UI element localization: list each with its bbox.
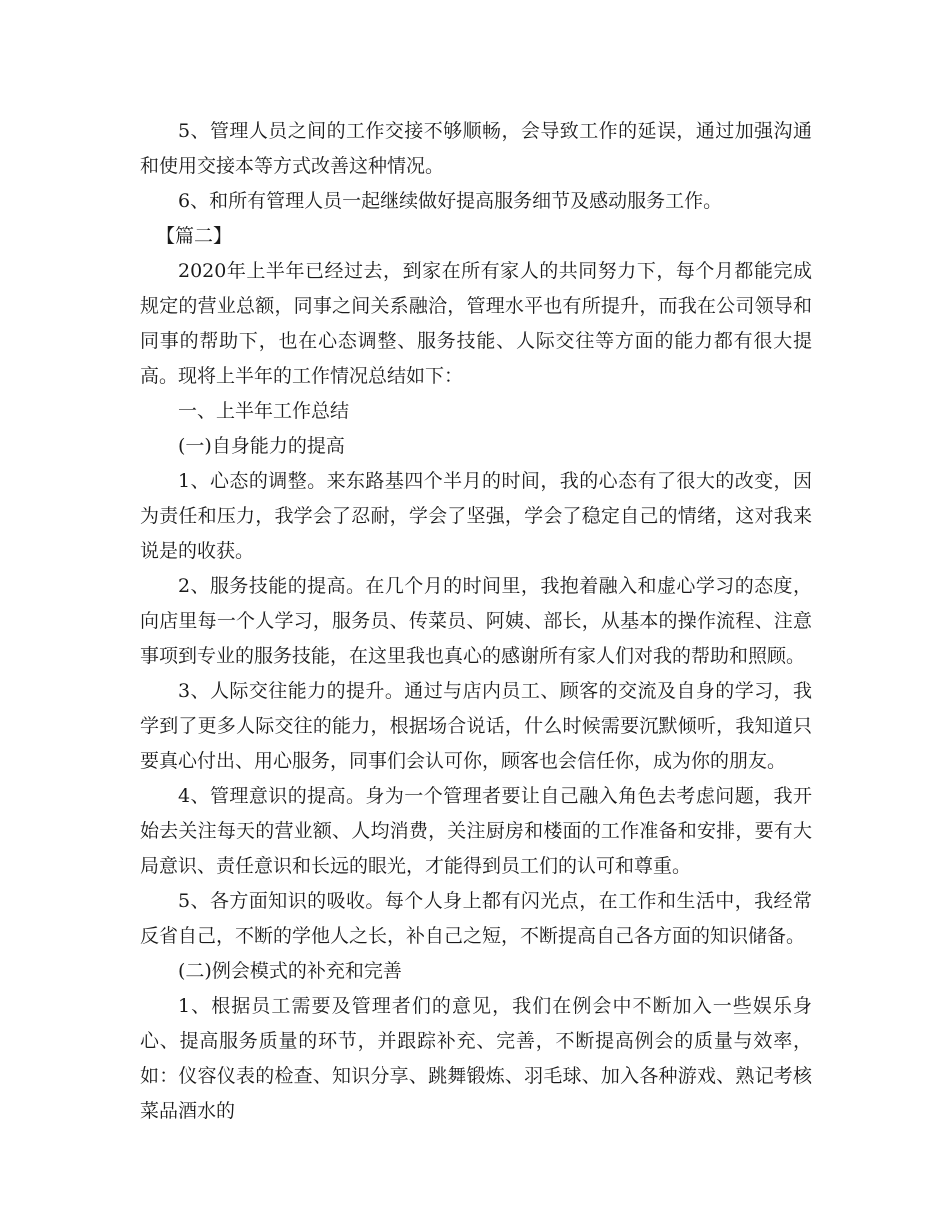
section-heading: 【篇二】 [156,225,233,247]
paragraph: 1、心态的调整。来东路基四个半月的时间，我的心态有了很大的改变，因为责任和压力，我学会了忍耐，学会了坚强，学会了稳定自己的情绪，这对我来说是的收获。 [140,470,812,562]
paragraph: 5、各方面知识的吸收。每个人身上都有闪光点，在工作和生活中，我经常反省自己，不断的学他人之长，补自己之短，不断提高自己各方面的知识储备。 [140,890,812,947]
paragraph: 4、管理意识的提高。身为一个管理者要让自己融入角色去考虑问题，我开始去关注每天的营业额、人均消费，关注厨房和楼面的工作准备和安排，要有大局意识、责任意识和长远的眼光，才能得到员工们的认可和尊重。 [140,785,812,877]
paragraph: 一、上半年工作总结 [178,400,350,422]
paragraph: (二)例会模式的补充和完善 [178,960,402,982]
paragraph: 5、管理人员之间的工作交接不够顺畅，会导致工作的延误，通过加强沟通和使用交接本等方式改善这种情况。 [140,120,812,177]
paragraph: 2020年上半年已经过去，到家在所有家人的共同努力下，每个月都能完成规定的营业总额，同事之间关系融洽，管理水平也有所提升，而我在公司领导和同事的帮助下，也在心态调整、服务技能、人际交往等方面的能力都有很大提高。现将上半年的工作情况总结如下： [140,260,812,387]
paragraph: 3、人际交往能力的提升。通过与店内员工、顾客的交流及自身的学习，我学到了更多人际交往的能力，根据场合说话，什么时候需要沉默倾听，我知道只要真心付出、用心服务，同事们会认可你，顾客也会信任你，成为你的朋友。 [140,680,812,772]
paragraph: 2、服务技能的提高。在几个月的时间里，我抱着融入和虚心学习的态度，向店里每一个人学习，服务员、传菜员、阿姨、部长，从基本的操作流程、注意事项到专业的服务技能，在这里我也真心的感谢所有家人们对我的帮助和照顾。 [140,575,812,667]
paragraph: 6、和所有管理人员一起继续做好提高服务细节及感动服务工作。 [178,190,723,212]
paragraph: 1、根据员工需要及管理者们的意见，我们在例会中不断加入一些娱乐身心、提高服务质量的环节，并跟踪补充、完善，不断提高例会的质量与效率，如：仪容仪表的检查、知识分享、跳舞锻炼、羽毛球、加入各种游戏、熟记考核菜品酒水的 [140,995,812,1122]
document-body [140,114,812,1129]
paragraph: (一)自身能力的提高 [178,435,345,457]
